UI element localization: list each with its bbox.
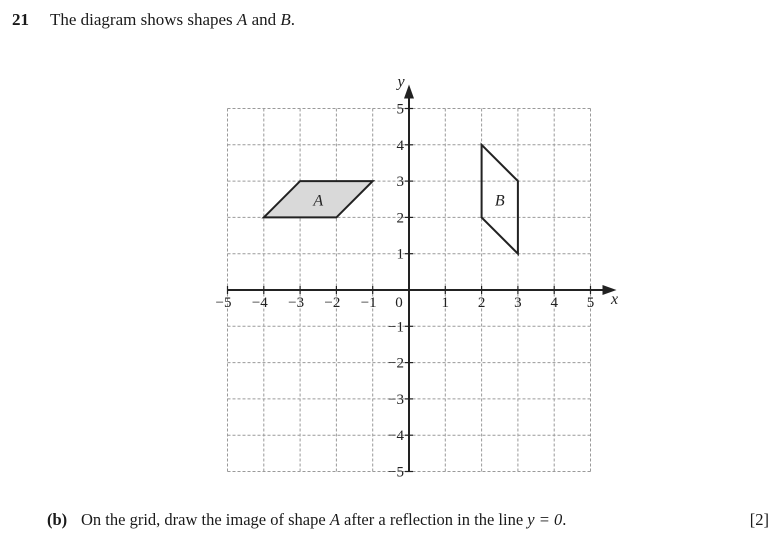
y-axis-label: y [397, 73, 405, 91]
y-tick-label: 4 [396, 137, 404, 154]
y-tick-label: 3 [396, 174, 404, 191]
y-tick-label: 1 [396, 246, 404, 263]
part-b-text-prefix: On the grid, draw the image of shape [81, 510, 330, 529]
shape-a-label: A [313, 192, 324, 210]
part-b-shape-name: A [329, 510, 340, 529]
part-b-text-suffix: . [562, 510, 567, 529]
y-tick-label: −4 [388, 428, 404, 445]
x-tick-label: 2 [477, 295, 486, 311]
part-b-label: (b) [47, 510, 68, 529]
x-tick-label: 4 [550, 295, 558, 311]
y-tick-label: −2 [388, 355, 404, 372]
y-axis-arrow-icon [404, 85, 414, 99]
intro-and: and [247, 10, 281, 29]
question-number: 21 [12, 10, 29, 29]
x-tick-label: −1 [360, 295, 377, 311]
x-tick-label: −2 [324, 295, 341, 311]
y-tick-label: −1 [388, 319, 404, 336]
y-tick-label: −3 [388, 391, 404, 408]
intro-prefix: The diagram shows shapes [49, 10, 237, 29]
part-b-instruction [47, 510, 566, 530]
shape-b-label: B [494, 192, 505, 210]
part-b-equation: y = 0 [527, 510, 563, 529]
intro-shape-b: B [280, 10, 291, 29]
x-tick-label: 5 [586, 295, 595, 311]
part-b-text-middle: after a reflection in the line [339, 510, 528, 529]
origin-label: 0 [395, 295, 403, 311]
y-tick-label: 2 [396, 210, 404, 227]
marks-allocation: [2] [749, 510, 769, 529]
x-axis-label: x [610, 291, 619, 308]
y-tick-label: 5 [396, 101, 404, 118]
intro-suffix: . [290, 10, 295, 29]
x-tick-label: −4 [251, 295, 268, 311]
x-tick-label: 3 [514, 295, 522, 311]
x-tick-label: −5 [215, 295, 232, 311]
x-tick-label: 1 [441, 295, 450, 311]
x-tick-label: −3 [288, 295, 305, 311]
intro-shape-a: A [236, 10, 248, 29]
y-tick-label: −5 [388, 464, 404, 481]
